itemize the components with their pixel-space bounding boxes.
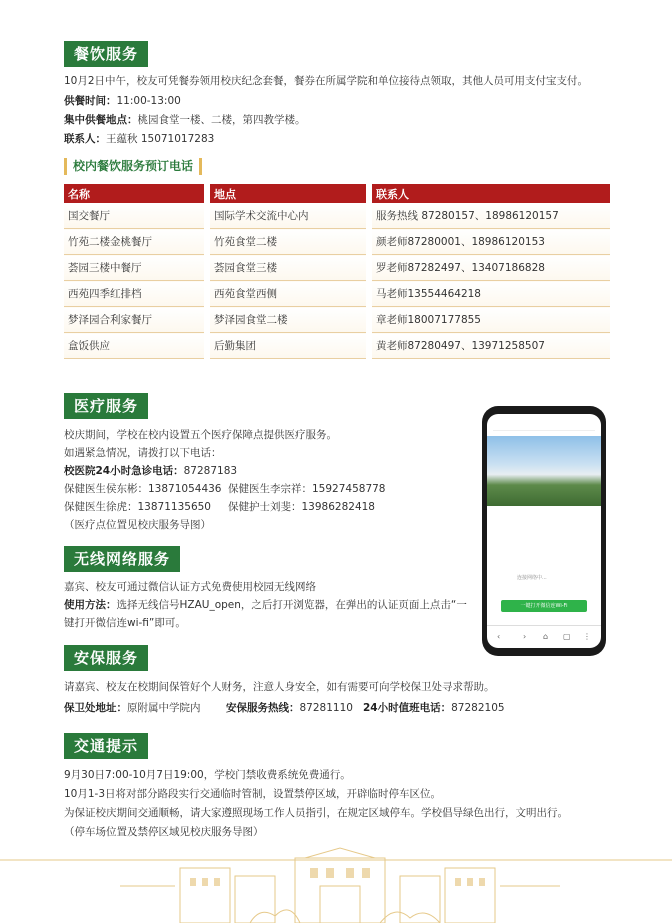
table-row	[64, 255, 610, 281]
catering-time-label: 供餐时间：	[64, 95, 117, 107]
table-cell: 后勤集团	[207, 333, 369, 359]
security-address	[64, 701, 201, 715]
phone-connect-button: 一键打开微信连Wi-Fi	[501, 600, 587, 612]
column-header: 名称	[64, 184, 207, 203]
security-duty	[363, 701, 505, 715]
table-cell: 马老师13554464218	[369, 281, 610, 307]
catering-title: 餐饮服务	[64, 41, 148, 67]
table-header-row	[64, 184, 610, 203]
catering-time	[64, 94, 181, 108]
menu-icon: ⋮	[583, 632, 591, 641]
wifi-section	[64, 546, 180, 572]
medical-section	[64, 393, 148, 419]
table-cell: 竹苑二楼金桃餐厅	[64, 229, 207, 255]
security-hotline	[226, 701, 353, 715]
table-cell: 西苑四季红排档	[64, 281, 207, 307]
table-cell: 西苑食堂西侧	[207, 281, 369, 307]
wifi-method-value: 选择无线信号HZAU_open，之后打开浏览器，在弹出的认证页面上点击“一	[116, 599, 467, 611]
wifi-title: 无线网络服务	[64, 546, 180, 572]
medical-doctor-2: 保健医生李宗祥：15927458778	[228, 483, 386, 495]
security-hotline-label: 安保服务热线：	[226, 702, 300, 714]
table-row	[64, 229, 610, 255]
medical-title: 医疗服务	[64, 393, 148, 419]
table-cell: 梦泽园合利家餐厅	[64, 307, 207, 333]
table-cell: 盒饭供应	[64, 333, 207, 359]
medical-note: （医疗点位置见校庆服务导图）	[64, 519, 211, 531]
medical-hotline	[64, 464, 237, 478]
tabs-icon: ▢	[563, 632, 571, 641]
phone-address-bar	[493, 420, 595, 431]
home-icon: ⌂	[543, 632, 549, 641]
security-address-label: 保卫处地址：	[64, 702, 127, 714]
catering-contact	[64, 132, 214, 146]
phone-illustration	[482, 406, 606, 656]
security-duty-label: 24小时值班电话：	[363, 702, 452, 714]
reservation-table-title: 校内餐饮服务预订电话	[64, 158, 202, 175]
table-row	[64, 307, 610, 333]
security-address-value: 原附属中学院内	[127, 702, 201, 714]
catering-contact-label: 联系人：	[64, 133, 106, 145]
campus-photo	[487, 436, 601, 506]
medical-line2: 如遇紧急情况，请拨打以下电话：	[64, 447, 222, 459]
table-row	[64, 281, 610, 307]
security-title: 安保服务	[64, 645, 148, 671]
phone-hint: 连接网络中...	[517, 575, 547, 581]
medical-hotline-value: 87287183	[183, 465, 238, 477]
table-cell: 竹苑食堂二楼	[207, 229, 369, 255]
table-cell: 罗老师87282497、13407186828	[369, 255, 610, 281]
security-line1: 请嘉宾、校友在校期间保管好个人财务，注意人身安全，如有需要可向学校保卫处寻求帮助。	[64, 681, 495, 693]
table-cell: 服务热线 87280157、18986120157	[369, 203, 610, 229]
table-row	[64, 333, 610, 359]
wifi-line3: 键打开微信连wi-fi”即可。	[64, 617, 186, 629]
table-row	[64, 203, 610, 229]
catering-place	[64, 113, 306, 127]
phone-screen	[487, 414, 601, 648]
catering-contact-value: 王蕴秋 15071017283	[106, 133, 215, 145]
catering-place-label: 集中供餐地点：	[64, 114, 138, 126]
traffic-line2: 10月1-3日将对部分路段实行交通临时管制，设置禁停区域，开辟临时停车区位。	[64, 788, 442, 800]
traffic-line3: 为保证校庆期间交通顺畅，请大家遵照现场工作人员指引，在规定区域停车。学校倡导绿色出行，文明出行。	[64, 807, 568, 819]
wifi-method-label: 使用方法：	[64, 599, 117, 611]
medical-doctor-3: 保健医生徐虎：13871135650	[64, 501, 211, 513]
forward-icon: ›	[523, 632, 527, 641]
traffic-title: 交通提示	[64, 733, 148, 759]
security-duty-value: 87282105	[451, 702, 505, 714]
column-header: 地点	[207, 184, 369, 203]
medical-doctor-4: 保健护士刘斐：13986282418	[228, 501, 375, 513]
campus-building-illustration	[0, 846, 672, 923]
traffic-line1: 9月30日7:00-10月7日19:00，学校门禁收费系统免费通行。	[64, 769, 351, 781]
back-icon: ‹	[497, 632, 501, 641]
catering-intro: 10月2日中午，校友可凭餐券领用校庆纪念套餐，餐券在所属学院和单位接待点领取，其他人员可用支付宝支付。	[64, 75, 589, 87]
traffic-note: （停车场位置及禁停区域见校庆服务导图）	[64, 826, 264, 838]
table-cell: 荟园食堂三楼	[207, 255, 369, 281]
wifi-method	[64, 598, 467, 612]
table-cell: 章老师18007177855	[369, 307, 610, 333]
security-section	[64, 645, 148, 671]
column-header: 联系人	[369, 184, 610, 203]
table-cell: 国际学术交流中心内	[207, 203, 369, 229]
table-cell: 荟园三楼中餐厅	[64, 255, 207, 281]
table-cell: 颜老师87280001、18986120153	[369, 229, 610, 255]
security-hotline-value: 87281110	[299, 702, 353, 714]
catering-place-value: 桃园食堂一楼、二楼，第四教学楼。	[137, 114, 306, 126]
table-cell: 黄老师87280497、13971258507	[369, 333, 610, 359]
catering-time-value: 11:00-13:00	[116, 95, 181, 107]
catering-section	[64, 41, 148, 67]
medical-line1: 校庆期间，学校在校内设置五个医疗保障点提供医疗服务。	[64, 429, 337, 441]
table-cell: 国交餐厅	[64, 203, 207, 229]
traffic-section	[64, 733, 148, 759]
reservation-table	[64, 184, 610, 359]
medical-hotline-label: 校医院24小时急诊电话：	[64, 465, 184, 477]
phone-nav-bar	[487, 625, 601, 648]
wifi-line1: 嘉宾、校友可通过微信认证方式免费使用校园无线网络	[64, 581, 316, 593]
medical-doctor-1: 保健医生侯东彬：13871054436	[64, 483, 222, 495]
table-cell: 梦泽园食堂二楼	[207, 307, 369, 333]
